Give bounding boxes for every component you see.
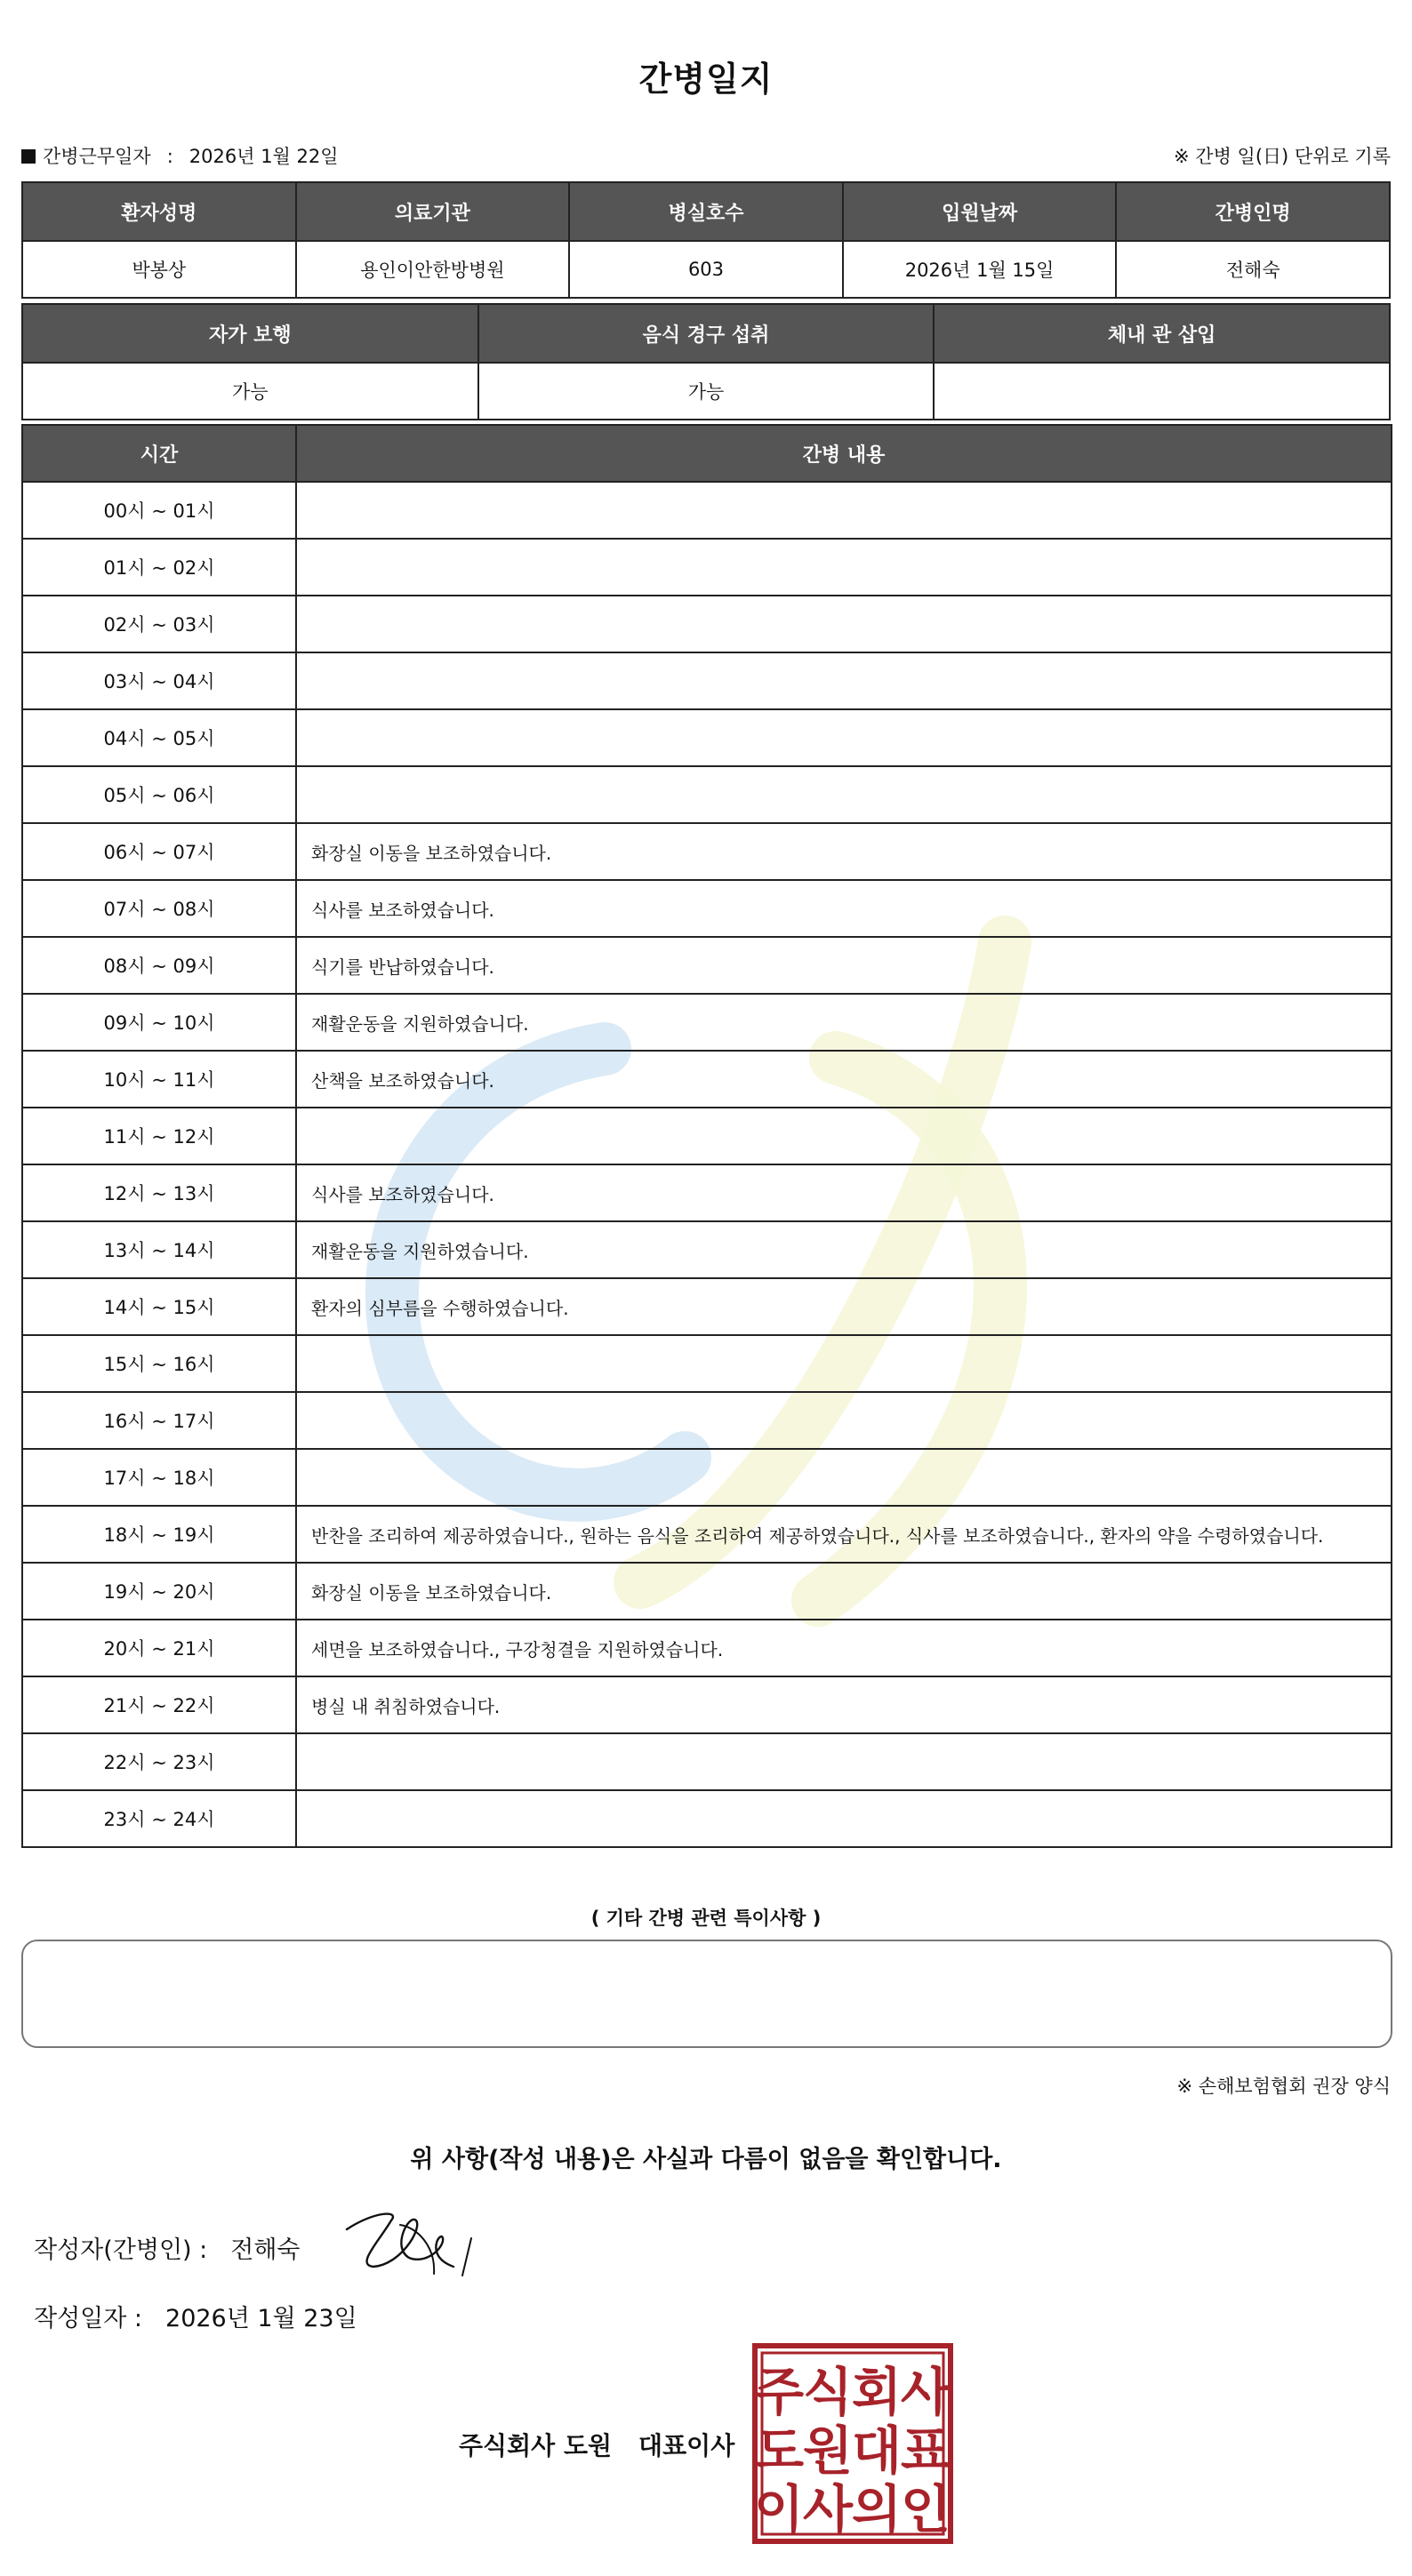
header-institution: 의료기관 bbox=[296, 182, 570, 241]
log-content bbox=[296, 766, 1392, 823]
log-time: 19시 ~ 20시 bbox=[22, 1563, 296, 1620]
log-content bbox=[296, 652, 1392, 709]
seal-char: 사 bbox=[900, 2362, 951, 2422]
log-time: 08시 ~ 09시 bbox=[22, 937, 296, 994]
log-time: 17시 ~ 18시 bbox=[22, 1449, 296, 1506]
header-caregiver-name: 간병인명 bbox=[1116, 182, 1390, 241]
log-content: 병실 내 취침하였습니다. bbox=[296, 1676, 1392, 1733]
seal-char: 인 bbox=[900, 2479, 951, 2540]
log-content bbox=[296, 1733, 1392, 1790]
company-seal bbox=[752, 2343, 953, 2544]
page-title: 간병일지 bbox=[638, 60, 774, 99]
confirmation-statement: 위 사항(작성 내용)은 사실과 다름이 없음을 확인합니다. bbox=[410, 2146, 1002, 2173]
handwritten-signature bbox=[338, 2203, 498, 2283]
writer-name: 전해숙 bbox=[230, 2236, 301, 2264]
log-content: 재활운동을 지원하였습니다. bbox=[296, 994, 1392, 1051]
caregiver-name: 전해숙 bbox=[1116, 241, 1390, 298]
log-row bbox=[22, 539, 1392, 596]
patient-info-value-row bbox=[22, 241, 1390, 298]
log-row bbox=[22, 652, 1392, 709]
log-row bbox=[22, 1164, 1392, 1221]
writer-row bbox=[34, 2230, 301, 2265]
header-self-walking: 자가 보행 bbox=[22, 304, 478, 363]
tube-insertion bbox=[934, 363, 1390, 420]
log-content bbox=[296, 596, 1392, 652]
patient-info-table bbox=[21, 181, 1391, 299]
association-note: ※ 손해보험협회 권장 양식 bbox=[1176, 2076, 1391, 2097]
work-date-row bbox=[21, 142, 1391, 169]
log-content bbox=[296, 1108, 1392, 1164]
work-date-label: 간병근무일자 bbox=[43, 146, 151, 167]
seal-char: 식 bbox=[802, 2362, 854, 2422]
patient-name: 박봉상 bbox=[22, 241, 296, 298]
log-row bbox=[22, 1221, 1392, 1278]
log-row bbox=[22, 1790, 1392, 1847]
log-time: 04시 ~ 05시 bbox=[22, 709, 296, 766]
seal-char: 도 bbox=[753, 2420, 805, 2481]
header-care-content: 간병 내용 bbox=[296, 425, 1392, 482]
log-content bbox=[296, 1392, 1392, 1449]
seal-char: 사 bbox=[802, 2479, 854, 2540]
log-row bbox=[22, 766, 1392, 823]
record-unit-note: ※ 간병 일(日) 단위로 기록 bbox=[1174, 146, 1391, 167]
log-row bbox=[22, 994, 1392, 1051]
patient-status-table bbox=[21, 303, 1391, 420]
oral-intake: 가능 bbox=[478, 363, 935, 420]
written-date-label: 작성일자 : bbox=[34, 2305, 143, 2332]
institution: 용인이안한방병원 bbox=[296, 241, 570, 298]
seal-char: 회 bbox=[851, 2362, 903, 2422]
seal-char: 이 bbox=[753, 2479, 805, 2540]
log-row bbox=[22, 1563, 1392, 1620]
log-content: 화장실 이동을 보조하였습니다. bbox=[296, 823, 1392, 880]
log-row bbox=[22, 880, 1392, 937]
header-oral-intake: 음식 경구 섭취 bbox=[478, 304, 935, 363]
log-time: 01시 ~ 02시 bbox=[22, 539, 296, 596]
log-content: 화장실 이동을 보조하였습니다. bbox=[296, 1563, 1392, 1620]
header-time: 시간 bbox=[22, 425, 296, 482]
header-room-number: 병실호수 bbox=[569, 182, 843, 241]
written-date-value: 2026년 1월 23일 bbox=[165, 2305, 357, 2332]
log-content: 반찬을 조리하여 제공하였습니다., 원하는 음식을 조리하여 제공하였습니다., 식사를 보조하였습니다., 환자의 약을 수령하였습니다. bbox=[296, 1506, 1392, 1563]
log-row bbox=[22, 1620, 1392, 1676]
log-row bbox=[22, 1051, 1392, 1108]
company-line bbox=[459, 2427, 734, 2462]
log-content: 환자의 심부름을 수행하였습니다. bbox=[296, 1278, 1392, 1335]
log-row bbox=[22, 1449, 1392, 1506]
notes-box bbox=[21, 1940, 1392, 2048]
log-content bbox=[296, 709, 1392, 766]
log-row bbox=[22, 1676, 1392, 1733]
log-row bbox=[22, 1335, 1392, 1392]
log-time: 23시 ~ 24시 bbox=[22, 1790, 296, 1847]
log-row bbox=[22, 823, 1392, 880]
log-content: 산책을 보조하였습니다. bbox=[296, 1051, 1392, 1108]
seal-char: 의 bbox=[851, 2479, 903, 2540]
work-date-colon: : bbox=[166, 146, 173, 167]
log-content: 식사를 보조하였습니다. bbox=[296, 880, 1392, 937]
seal-char: 표 bbox=[900, 2420, 951, 2481]
writer-label: 작성자(간병인) : bbox=[34, 2236, 208, 2264]
log-time: 07시 ~ 08시 bbox=[22, 880, 296, 937]
log-time: 21시 ~ 22시 bbox=[22, 1676, 296, 1733]
log-time: 09시 ~ 10시 bbox=[22, 994, 296, 1051]
log-time: 12시 ~ 13시 bbox=[22, 1164, 296, 1221]
patient-status-header-row bbox=[22, 304, 1390, 363]
work-date-value: 2026년 1월 22일 bbox=[189, 146, 339, 167]
header-admission-date: 입원날짜 bbox=[843, 182, 1117, 241]
log-row bbox=[22, 1733, 1392, 1790]
log-row bbox=[22, 709, 1392, 766]
seal-char: 주 bbox=[753, 2362, 805, 2422]
log-content: 재활운동을 지원하였습니다. bbox=[296, 1221, 1392, 1278]
seal-char: 대 bbox=[851, 2420, 903, 2481]
log-time: 11시 ~ 12시 bbox=[22, 1108, 296, 1164]
patient-info-header-row bbox=[22, 182, 1390, 241]
log-row bbox=[22, 1392, 1392, 1449]
work-date bbox=[21, 142, 339, 169]
care-log-header-row bbox=[22, 425, 1392, 482]
room-number: 603 bbox=[569, 241, 843, 298]
log-row bbox=[22, 1506, 1392, 1563]
log-time: 00시 ~ 01시 bbox=[22, 482, 296, 539]
patient-status-value-row bbox=[22, 363, 1390, 420]
log-content bbox=[296, 1790, 1392, 1847]
log-time: 13시 ~ 14시 bbox=[22, 1221, 296, 1278]
header-tube-insertion: 체내 관 삽입 bbox=[934, 304, 1390, 363]
log-time: 20시 ~ 21시 bbox=[22, 1620, 296, 1676]
log-content: 식기를 반납하였습니다. bbox=[296, 937, 1392, 994]
log-time: 10시 ~ 11시 bbox=[22, 1051, 296, 1108]
log-row bbox=[22, 596, 1392, 652]
log-time: 22시 ~ 23시 bbox=[22, 1733, 296, 1790]
admission-date: 2026년 1월 15일 bbox=[843, 241, 1117, 298]
log-content bbox=[296, 539, 1392, 596]
self-walking: 가능 bbox=[22, 363, 478, 420]
written-date-row bbox=[34, 2299, 357, 2333]
representative-title: 대표이사 bbox=[638, 2431, 735, 2460]
log-row bbox=[22, 482, 1392, 539]
log-content: 식사를 보조하였습니다. bbox=[296, 1164, 1392, 1221]
notes-label: ( 기타 간병 관련 특이사항 ) bbox=[590, 1908, 822, 1929]
log-content: 세면을 보조하였습니다., 구강청결을 지원하였습니다. bbox=[296, 1620, 1392, 1676]
log-row bbox=[22, 1278, 1392, 1335]
log-time: 14시 ~ 15시 bbox=[22, 1278, 296, 1335]
square-bullet-icon bbox=[21, 149, 36, 164]
log-row bbox=[22, 937, 1392, 994]
log-content bbox=[296, 482, 1392, 539]
log-time: 16시 ~ 17시 bbox=[22, 1392, 296, 1449]
log-content bbox=[296, 1449, 1392, 1506]
log-row bbox=[22, 1108, 1392, 1164]
care-log-body bbox=[22, 482, 1392, 1847]
care-log-table bbox=[21, 424, 1392, 1848]
log-time: 18시 ~ 19시 bbox=[22, 1506, 296, 1563]
seal-char: 원 bbox=[802, 2420, 854, 2481]
header-patient-name: 환자성명 bbox=[22, 182, 296, 241]
log-time: 06시 ~ 07시 bbox=[22, 823, 296, 880]
log-time: 15시 ~ 16시 bbox=[22, 1335, 296, 1392]
log-content bbox=[296, 1335, 1392, 1392]
log-time: 05시 ~ 06시 bbox=[22, 766, 296, 823]
company-name: 주식회사 도원 bbox=[459, 2431, 613, 2460]
log-time: 03시 ~ 04시 bbox=[22, 652, 296, 709]
log-time: 02시 ~ 03시 bbox=[22, 596, 296, 652]
